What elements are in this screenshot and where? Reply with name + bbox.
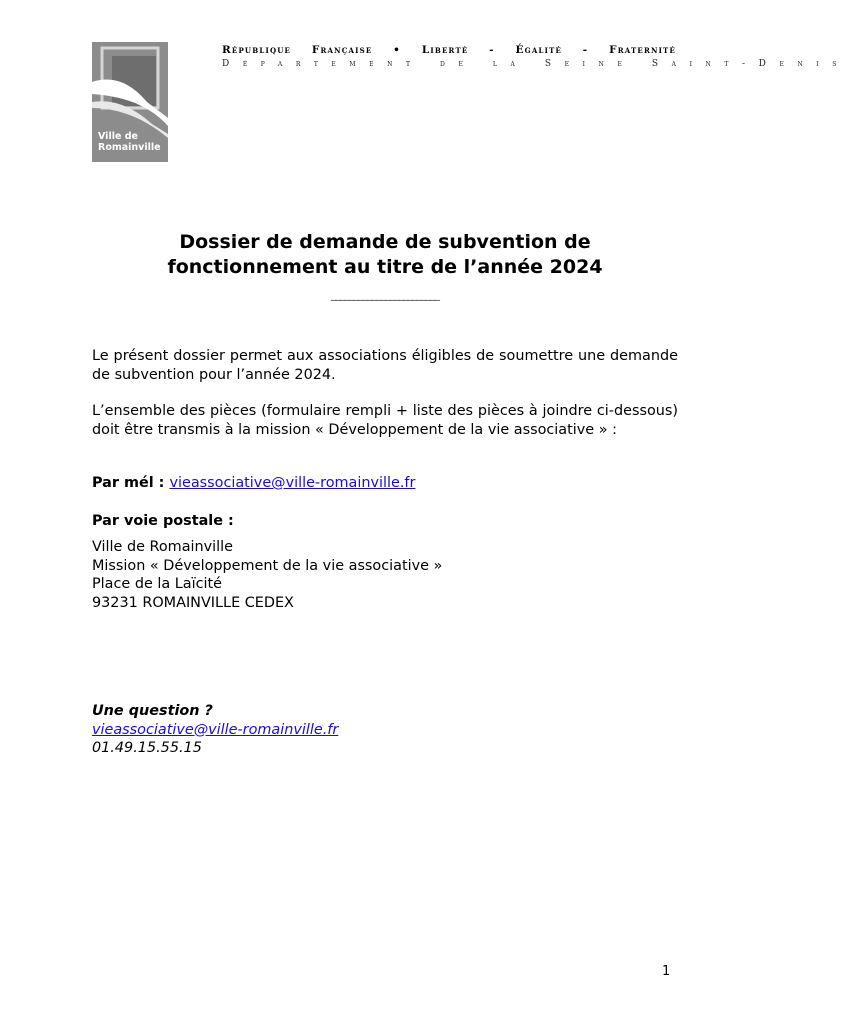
- address-line: Ville de Romainville: [92, 539, 233, 555]
- submission-paragraph: L’ensemble des pièces (formulaire rempli + liste des pièces à joindre ci-dessous) doit être transmis à la mission « Développement de la vie associative » :: [92, 403, 678, 438]
- logo-text: [98, 131, 161, 153]
- romainville-logo: [92, 42, 168, 162]
- question-email-link[interactable]: vieassociative@ville-romainville.fr: [92, 721, 339, 738]
- question-label: Une question ?: [92, 703, 213, 719]
- question-phone: 01.49.15.55.15: [92, 740, 202, 756]
- title-rule: ________________________: [331, 288, 439, 301]
- intro-paragraph: Le présent dossier permet aux associations éligibles de soumettre une demande de subvention pour l’année 2024.: [92, 348, 678, 383]
- address-line: Place de la Laïcité: [92, 576, 223, 592]
- email-line: [92, 475, 415, 491]
- department-name: Département de la Seine Saint-Denis: [222, 59, 850, 69]
- title-line1: Dossier de demande de subvention de: [179, 231, 591, 253]
- email-link[interactable]: vieassociative@ville-romainville.fr: [169, 475, 416, 491]
- republic-motto: République Française • Liberté - Égalité - Fraternité: [222, 44, 676, 56]
- address-line: 93231 ROMAINVILLE CEDEX: [92, 594, 294, 611]
- postal-address: [92, 538, 442, 612]
- logo-text-line2: Romainville: [98, 142, 161, 153]
- title-line2: fonctionnement au titre de l’année 2024: [167, 256, 603, 278]
- address-line: Mission « Développement de la vie associative »: [92, 557, 443, 574]
- document-title: [92, 230, 678, 280]
- logo-text-line1: Ville de: [98, 131, 138, 142]
- question-block: [92, 702, 338, 758]
- postal-label: Par voie postale :: [92, 513, 234, 529]
- page-number: 1: [662, 964, 671, 979]
- email-label: Par mél :: [92, 475, 165, 491]
